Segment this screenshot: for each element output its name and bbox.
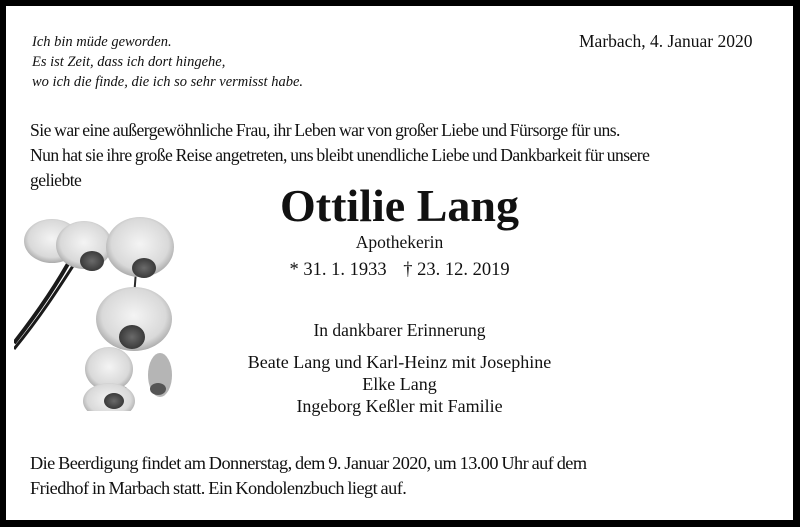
intro-line: geliebte <box>30 170 82 190</box>
mourner: Elke Lang <box>362 374 437 394</box>
funeral-line: Friedhof in Marbach statt. Ein Kondolenzbuch liegt auf. <box>30 478 407 498</box>
birth-date: * 31. 1. 1933 <box>289 260 387 280</box>
mourners-list <box>6 351 793 417</box>
place-date: Marbach, 4. Januar 2020 <box>579 31 753 51</box>
poem-line: wo ich die finde, die ich so sehr vermisst habe. <box>32 74 304 90</box>
mourner: Beate Lang und Karl-Heinz mit Josephine <box>247 352 552 372</box>
deceased-name: Ottilie Lang <box>280 180 519 231</box>
obituary-card <box>6 6 793 520</box>
mourner: Ingeborg Keßler mit Familie <box>296 396 503 416</box>
poem <box>32 32 303 92</box>
life-dates <box>6 260 793 281</box>
funeral-notice <box>30 451 587 501</box>
remembrance-heading: In dankbarer Erinnerung <box>313 320 486 340</box>
poem-line: Ich bin müde geworden. <box>32 34 172 50</box>
intro-line: Nun hat sie ihre große Reise angetreten, uns bleibt unendliche Liebe und Dankbarkeit für unsere <box>30 145 650 165</box>
deceased-profession: Apothekerin <box>355 232 444 252</box>
death-date: † 23. 12. 2019 <box>403 260 510 280</box>
funeral-line: Die Beerdigung findet am Donnerstag, dem 9. Januar 2020, um 13.00 Uhr auf dem <box>30 453 587 473</box>
poem-line: Es ist Zeit, dass ich dort hingehe, <box>32 54 226 70</box>
intro-line: Sie war eine außergewöhnliche Frau, ihr Leben war von großer Liebe und Fürsorge für uns. <box>30 120 620 140</box>
